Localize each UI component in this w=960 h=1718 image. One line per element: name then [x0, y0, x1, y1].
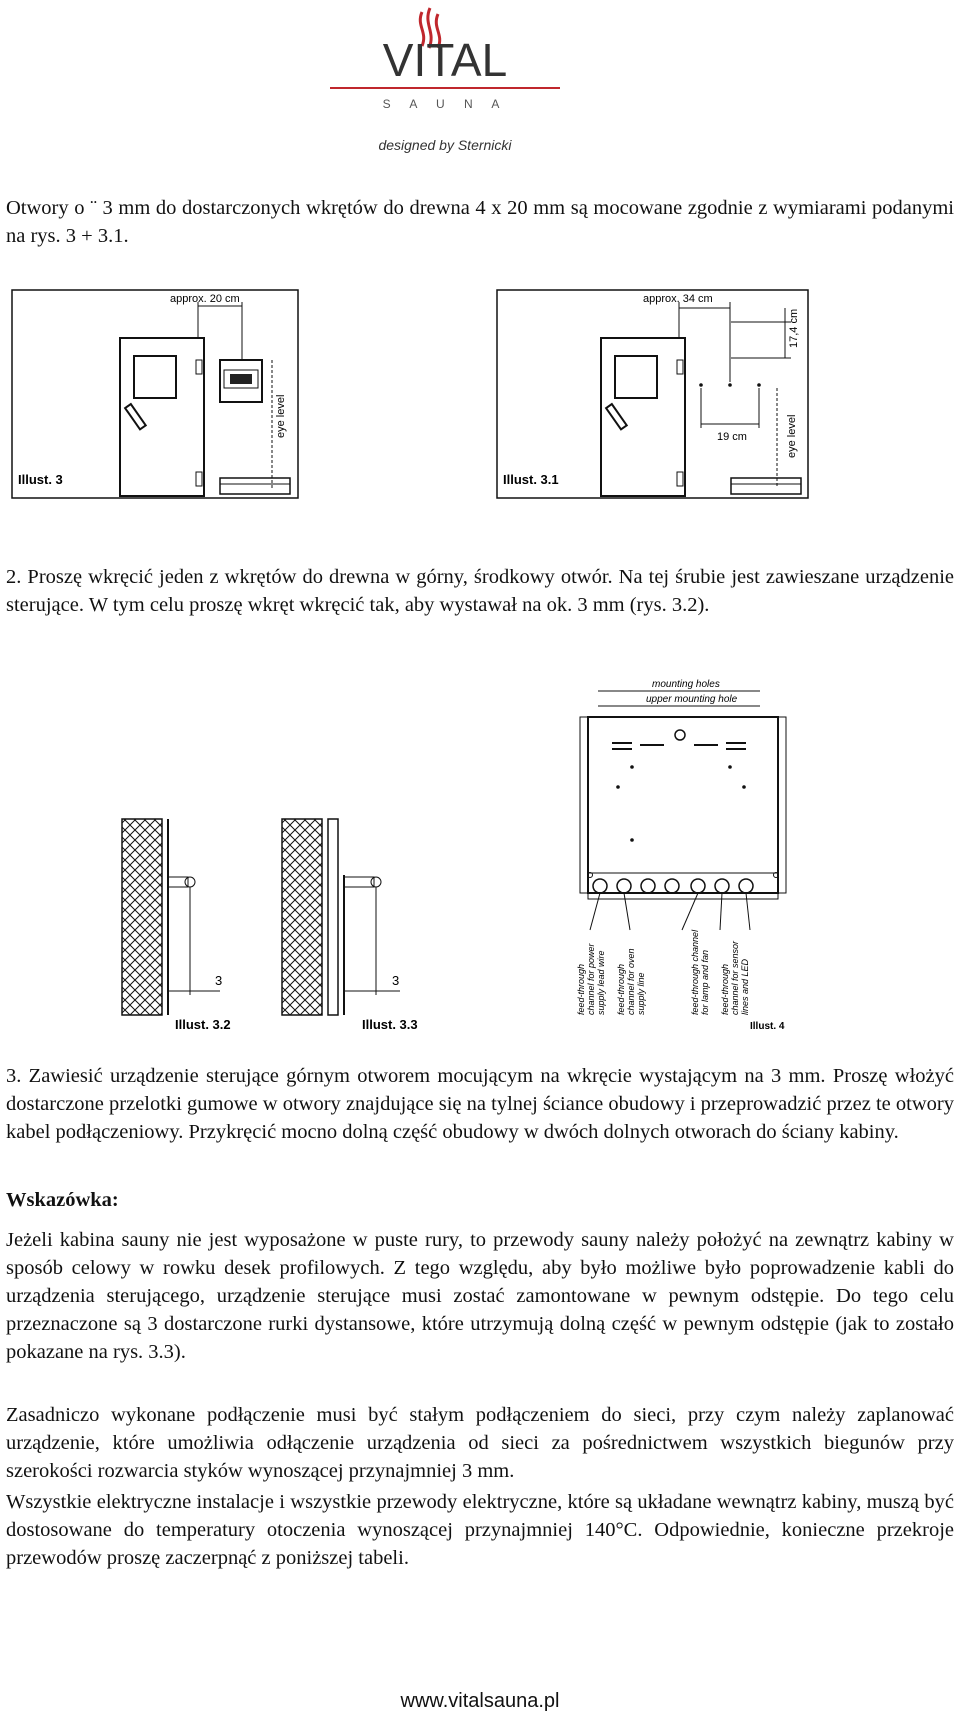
- illust-3: [10, 288, 300, 500]
- logo: [330, 4, 560, 164]
- illust-3-3-label: Illust. 3.3: [362, 1017, 418, 1032]
- footer-url[interactable]: www.vitalsauna.pl: [400, 1690, 560, 1712]
- channel-4-line-1: feed-through: [720, 963, 730, 1015]
- illust-3-2-label: Illust. 3.2: [175, 1017, 231, 1032]
- approx-label: approx. 34 cm: [643, 293, 713, 305]
- upper-mounting-hole-label: upper mounting hole: [646, 694, 738, 705]
- logo-graphic: [330, 4, 560, 164]
- illust-3-2: [120, 815, 270, 1035]
- step-3-paragraph: 3. Zawiesić urządzenie sterujące górnym otworem mocującym na wkręcie wystającym na 3 mm. Proszę włożyć dostarczone przelotki gumowe w otwory znajdujące się na tylnej ściance obudowy i przeprowadzić przez te otwory kabel podłączeniowy. Przykręcić mocno dolną część obudowy w dwóch dolnych otworach do ściany kabiny.: [6, 1065, 954, 1143]
- illust-4-label: Illust. 4: [750, 1021, 785, 1032]
- channel-1-line-3: supply lead wire: [596, 950, 606, 1015]
- width-label: 19 cm: [717, 431, 747, 443]
- illust-3-1: [495, 288, 810, 500]
- illust-3-3: [280, 815, 440, 1035]
- illust-3-label: Illust. 3: [18, 472, 63, 487]
- hint-heading: Wskazówka:: [6, 1189, 119, 1211]
- illust-3-1-label: Illust. 3.1: [503, 472, 559, 487]
- channel-4-line-2: channel for sensor: [730, 940, 740, 1015]
- channel-1-line-2: channel for power: [586, 943, 596, 1015]
- logo-sub: S A U N A: [382, 97, 508, 111]
- channel-4-line-3: lines and LED: [740, 958, 750, 1015]
- eye-level-label: eye level: [786, 414, 798, 458]
- mounting-holes-label: mounting holes: [652, 679, 720, 690]
- dim-label: 3: [392, 973, 400, 988]
- channel-1-line-1: feed-through: [576, 963, 586, 1015]
- channel-2-line-3: supply line: [636, 972, 646, 1015]
- channel-3-line-1: feed-through channel: [690, 929, 700, 1015]
- hint-paragraph-2: Zasadniczo wykonane podłączenie musi być stałym podłączeniem do sieci, przy czym należy zaplanować urządzenie, które umożliwia odłączenie urządzenia od sieci za pośrednictwem wszystkich biegunów przy szerokości rozwarcia styków wynoszącej przynajmniej 3 mm.: [6, 1404, 954, 1482]
- height-label: 17,4 cm: [788, 308, 800, 348]
- illust-4: [570, 675, 790, 1035]
- channel-2-line-2: channel for oven: [626, 948, 636, 1015]
- channel-3-line-2: for lamp and fan: [700, 949, 710, 1015]
- step-2-paragraph: 2. Proszę wkręcić jeden z wkrętów do drewna w górny, środkowy otwór. Na tej śrubie jest zawieszane urządzenie sterujące. W tym celu proszę wkręt wkręcić tak, aby wystawał na ok. 3 mm (rys. 3.2).: [6, 566, 954, 616]
- dim-label: 3: [215, 973, 223, 988]
- channel-2-line-1: feed-through: [616, 963, 626, 1015]
- hint-paragraph-1: Jeżeli kabina sauny nie jest wyposażone w puste rury, to przewody sauny należy położyć na zewnątrz kabiny w sposób celowy w rowku desek profilowych. Z tego względu, aby było możliwe było poprowadzenie kabli do urządzenia sterującego, urządzenie sterujące musi zostać zamontowane w pewnym odstępie. Do tego celu przeznaczone są 3 dostarczone rurki dystansowe, które utrzymują dolną część w pewnym odstępie (jak to zostało pokazane na rys. 3.3).: [6, 1229, 954, 1363]
- hint-paragraph-3: Wszystkie elektryczne instalacje i wszystkie przewody elektryczne, które są układane wewnątrz kabiny, muszą być dostosowane do temperatury otoczenia wynoszącej przynajmniej 140°C. Odpowiednie, konieczne przekroje przewodów proszę zaczerpnąć z poniższej tabeli.: [6, 1491, 954, 1569]
- eye-level-label: eye level: [275, 394, 287, 438]
- intro-paragraph: Otwory o ¨ 3 mm do dostarczonych wkrętów do drewna 4 x 20 mm są mocowane zgodnie z wymiarami podanymi na rys. 3 + 3.1.: [6, 197, 954, 247]
- approx-label: approx. 20 cm: [170, 293, 240, 305]
- logo-signature: designed by Sternicki: [378, 137, 512, 153]
- logo-text: VITAL: [382, 34, 508, 86]
